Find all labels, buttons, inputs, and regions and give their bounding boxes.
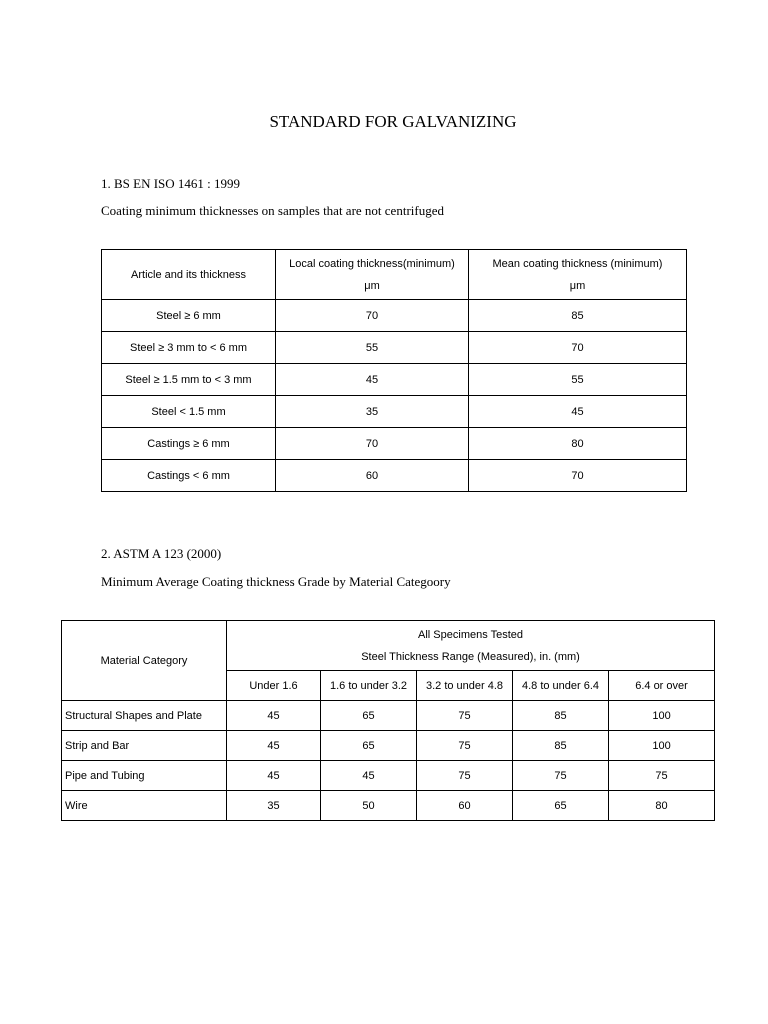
value-cell: 45 [227, 761, 321, 791]
table-header-row [62, 621, 715, 671]
header-mean-label: Mean coating thickness (minimum) [492, 257, 663, 270]
header-group [227, 621, 715, 671]
value-cell: 60 [417, 791, 513, 821]
header-mean-unit: μm [569, 279, 586, 292]
value-cell: 45 [227, 701, 321, 731]
value-cell: 100 [609, 731, 715, 761]
value-cell: 35 [227, 791, 321, 821]
header-range: 1.6 to under 3.2 [321, 671, 417, 701]
value-cell: 80 [609, 791, 715, 821]
section2-heading: 2. ASTM A 123 (2000) [101, 546, 222, 561]
local-cell: 55 [276, 332, 469, 364]
value-cell: 85 [513, 731, 609, 761]
local-cell: 70 [276, 300, 469, 332]
table-row [102, 332, 687, 364]
value-cell: 65 [321, 701, 417, 731]
mean-cell: 70 [469, 460, 687, 492]
header-article: Article and its thickness [102, 250, 276, 300]
table-header-row [102, 250, 687, 300]
header-range: 6.4 or over [609, 671, 715, 701]
local-cell: 45 [276, 364, 469, 396]
category-cell: Pipe and Tubing [62, 761, 227, 791]
header-range: 3.2 to under 4.8 [417, 671, 513, 701]
mean-cell: 70 [469, 332, 687, 364]
header-group-line1: All Specimens Tested [418, 628, 523, 641]
article-cell: Steel < 1.5 mm [102, 396, 276, 428]
category-cell: Strip and Bar [62, 731, 227, 761]
header-local-unit: μm [364, 279, 380, 292]
table-row [62, 731, 715, 761]
category-cell: Wire [62, 791, 227, 821]
header-group-line2: Steel Thickness Range (Measured), in. (mm) [361, 650, 580, 663]
mean-cell: 45 [469, 396, 687, 428]
section1-heading: 1. BS EN ISO 1461 : 1999 [101, 176, 241, 191]
value-cell: 75 [609, 761, 715, 791]
article-cell: Steel ≥ 3 mm to < 6 mm [102, 332, 276, 364]
page-title: STANDARD FOR GALVANIZING [269, 112, 517, 131]
table-row [62, 701, 715, 731]
value-cell: 100 [609, 701, 715, 731]
value-cell: 85 [513, 701, 609, 731]
value-cell: 75 [513, 761, 609, 791]
table-row [62, 761, 715, 791]
table-row [102, 396, 687, 428]
value-cell: 45 [227, 731, 321, 761]
header-category: Material Category [62, 621, 227, 701]
mean-cell: 85 [469, 300, 687, 332]
value-cell: 65 [513, 791, 609, 821]
table-row [102, 300, 687, 332]
local-cell: 70 [276, 428, 469, 460]
header-local [276, 250, 469, 300]
value-cell: 65 [321, 731, 417, 761]
bs-en-iso-table [101, 249, 687, 492]
value-cell: 75 [417, 761, 513, 791]
header-range: Under 1.6 [227, 671, 321, 701]
section2-caption: Minimum Average Coating thickness Grade by Material Categoory [101, 574, 451, 589]
value-cell: 75 [417, 701, 513, 731]
article-cell: Steel ≥ 6 mm [102, 300, 276, 332]
section1-caption: Coating minimum thicknesses on samples that are not centrifuged [101, 203, 444, 218]
header-local-label: Local coating thickness(minimum) [289, 257, 455, 270]
mean-cell: 80 [469, 428, 687, 460]
category-cell: Structural Shapes and Plate [62, 701, 227, 731]
table-row [102, 460, 687, 492]
article-cell: Castings ≥ 6 mm [102, 428, 276, 460]
article-cell: Castings < 6 mm [102, 460, 276, 492]
table-row [102, 428, 687, 460]
value-cell: 75 [417, 731, 513, 761]
value-cell: 45 [321, 761, 417, 791]
header-range: 4.8 to under 6.4 [513, 671, 609, 701]
article-cell: Steel ≥ 1.5 mm to < 3 mm [102, 364, 276, 396]
local-cell: 35 [276, 396, 469, 428]
table-row [62, 791, 715, 821]
value-cell: 50 [321, 791, 417, 821]
local-cell: 60 [276, 460, 469, 492]
table-row [102, 364, 687, 396]
mean-cell: 55 [469, 364, 687, 396]
astm-a123-table [61, 620, 715, 821]
header-mean [469, 250, 687, 300]
